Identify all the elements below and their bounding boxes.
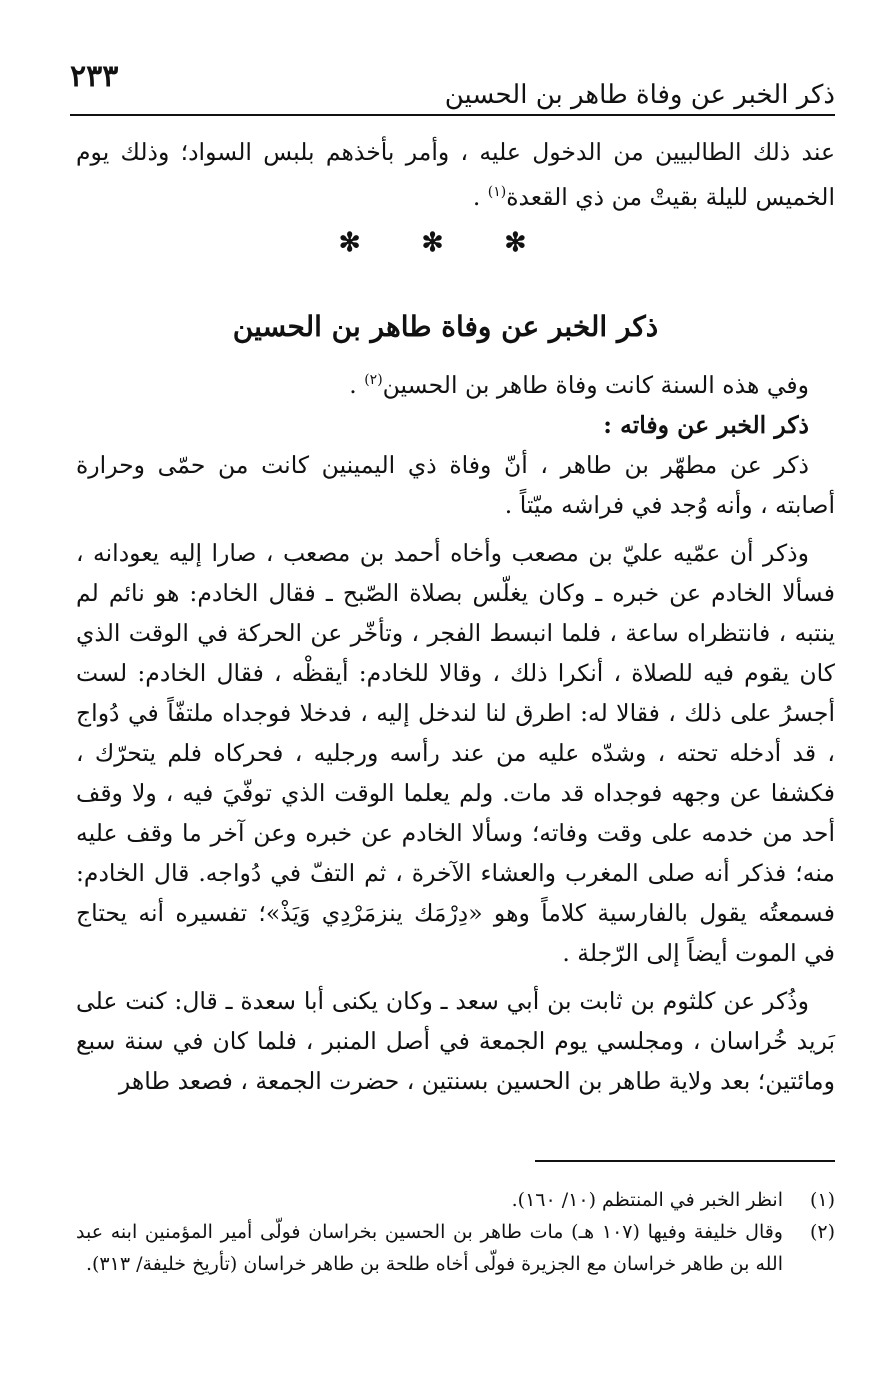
section-divider-stars: ✻ ✻ ✻ xyxy=(338,228,553,258)
footnote-number: (٢) xyxy=(809,1221,835,1243)
footnote-text: وقال خليفة وفيها (١٠٧ هـ) مات طاهر بن الحسين بخراسان فولّى أمير المؤمنين ابنه عبد الله بن طاهر خراسان مع الجزيرة فولّى أخاه طلحة بن طاهر خراسان (تأريخ خليفة/ ٣١٣). xyxy=(76,1221,783,1275)
footnote-1 xyxy=(76,1184,835,1216)
subheading: ذكر الخبر عن وفاته : xyxy=(603,410,809,439)
top-paragraph-text: عند ذلك الطالبيين من الدخول عليه ، وأمر بأخذهم بلبس السواد؛ وذلك يوم الخميس لليلة بقيتْ من ذي القعدة xyxy=(76,138,835,211)
paragraph-2: وذكر أن عمّيه عليّ بن مصعب وأخاه أحمد بن مصعب ، صارا إليه يعودانه ، فسألا الخادم عن خبره ـ وكان يغلّس بصلاة الصّبح ـ فقال الخادم: هو نائم لم ينتبه ، فانتظراه ساعة ، فلما انبسط الفجر ، وتأخّر عن الحركة في الوقت الذي كان يقوم فيه للصلاة ، أنكرا ذلك ، وقالا للخادم: أيقظْه ، فقال الخادم: لست أجسرُ على ذلك ، فقالا له: اطرق لنا لندخل إليه ، فدخلا فوجداه ملتفّاً في دُواج ، قد أدخله تحته ، وشدّه عليه من عند رأسه ورجليه ، فحركاه فلم يتحرّك ، فكشفا عن وجهه فوجداه قد مات. ولم يعلما الوقت الذي توفّيَ فيه ، ولا وقف أحد من خدمه على وقت وفاته؛ وسألا الخادم عن خبره وعن آخر ما وقف عليه منه؛ فذكر أنه صلى المغرب والعشاء الآخرة ، ثم التفّ في دُواجه. قال الخادم: فسمعتُه يقول بالفارسية كلاماً وهو «دِرْمَك ينزمَرْدِي وَيَذْ»؛ تفسيره أنه يحتاج في الموت أيضاً إلى الرّجلة . xyxy=(76,538,835,967)
footnote-2 xyxy=(76,1216,835,1280)
top-paragraph-block xyxy=(76,132,835,217)
section-title: ذكر الخبر عن وفاة طاهر بن الحسين xyxy=(232,310,659,343)
footnotes xyxy=(76,1184,835,1280)
footnote-ref-2: (٢) xyxy=(364,372,383,388)
main-text-block xyxy=(76,360,835,1101)
intro-paragraph xyxy=(76,360,835,405)
footnote-number: (١) xyxy=(809,1189,835,1211)
paragraph-1: ذكر عن مطهّر بن طاهر ، أنّ وفاة ذي اليمينين كانت من حمّى وحرارة أصابته ، وأنه وُجد في فراشه ميّتاً . xyxy=(76,450,835,519)
top-paragraph xyxy=(76,132,835,217)
footnote-ref-1: (١) xyxy=(487,184,507,200)
footnote-text: انظر الخبر في المنتظم (١٠/ ١٦٠). xyxy=(511,1189,783,1211)
top-paragraph-end: . xyxy=(472,182,488,211)
paragraph-3: وذُكر عن كلثوم بن ثابت بن أبي سعد ـ وكان يكنى أبا سعدة ـ قال: كنت على بَريد خُراسان ، ومجلسي يوم الجمعة في أصل المنبر ، فلما كان في سنة سبع ومائتين؛ بعد ولاية طاهر بن الحسين بسنتين ، حضرت الجمعة ، فصعد طاهر xyxy=(76,986,835,1095)
intro-end: . xyxy=(349,370,365,399)
footnote-separator xyxy=(535,1160,835,1162)
page-header xyxy=(70,59,835,116)
intro-text: وفي هذه السنة كانت وفاة طاهر بن الحسين xyxy=(382,370,809,399)
running-head: ذكر الخبر عن وفاة طاهر بن الحسين xyxy=(444,80,835,110)
page-number: ٢٣٣ xyxy=(70,59,119,94)
